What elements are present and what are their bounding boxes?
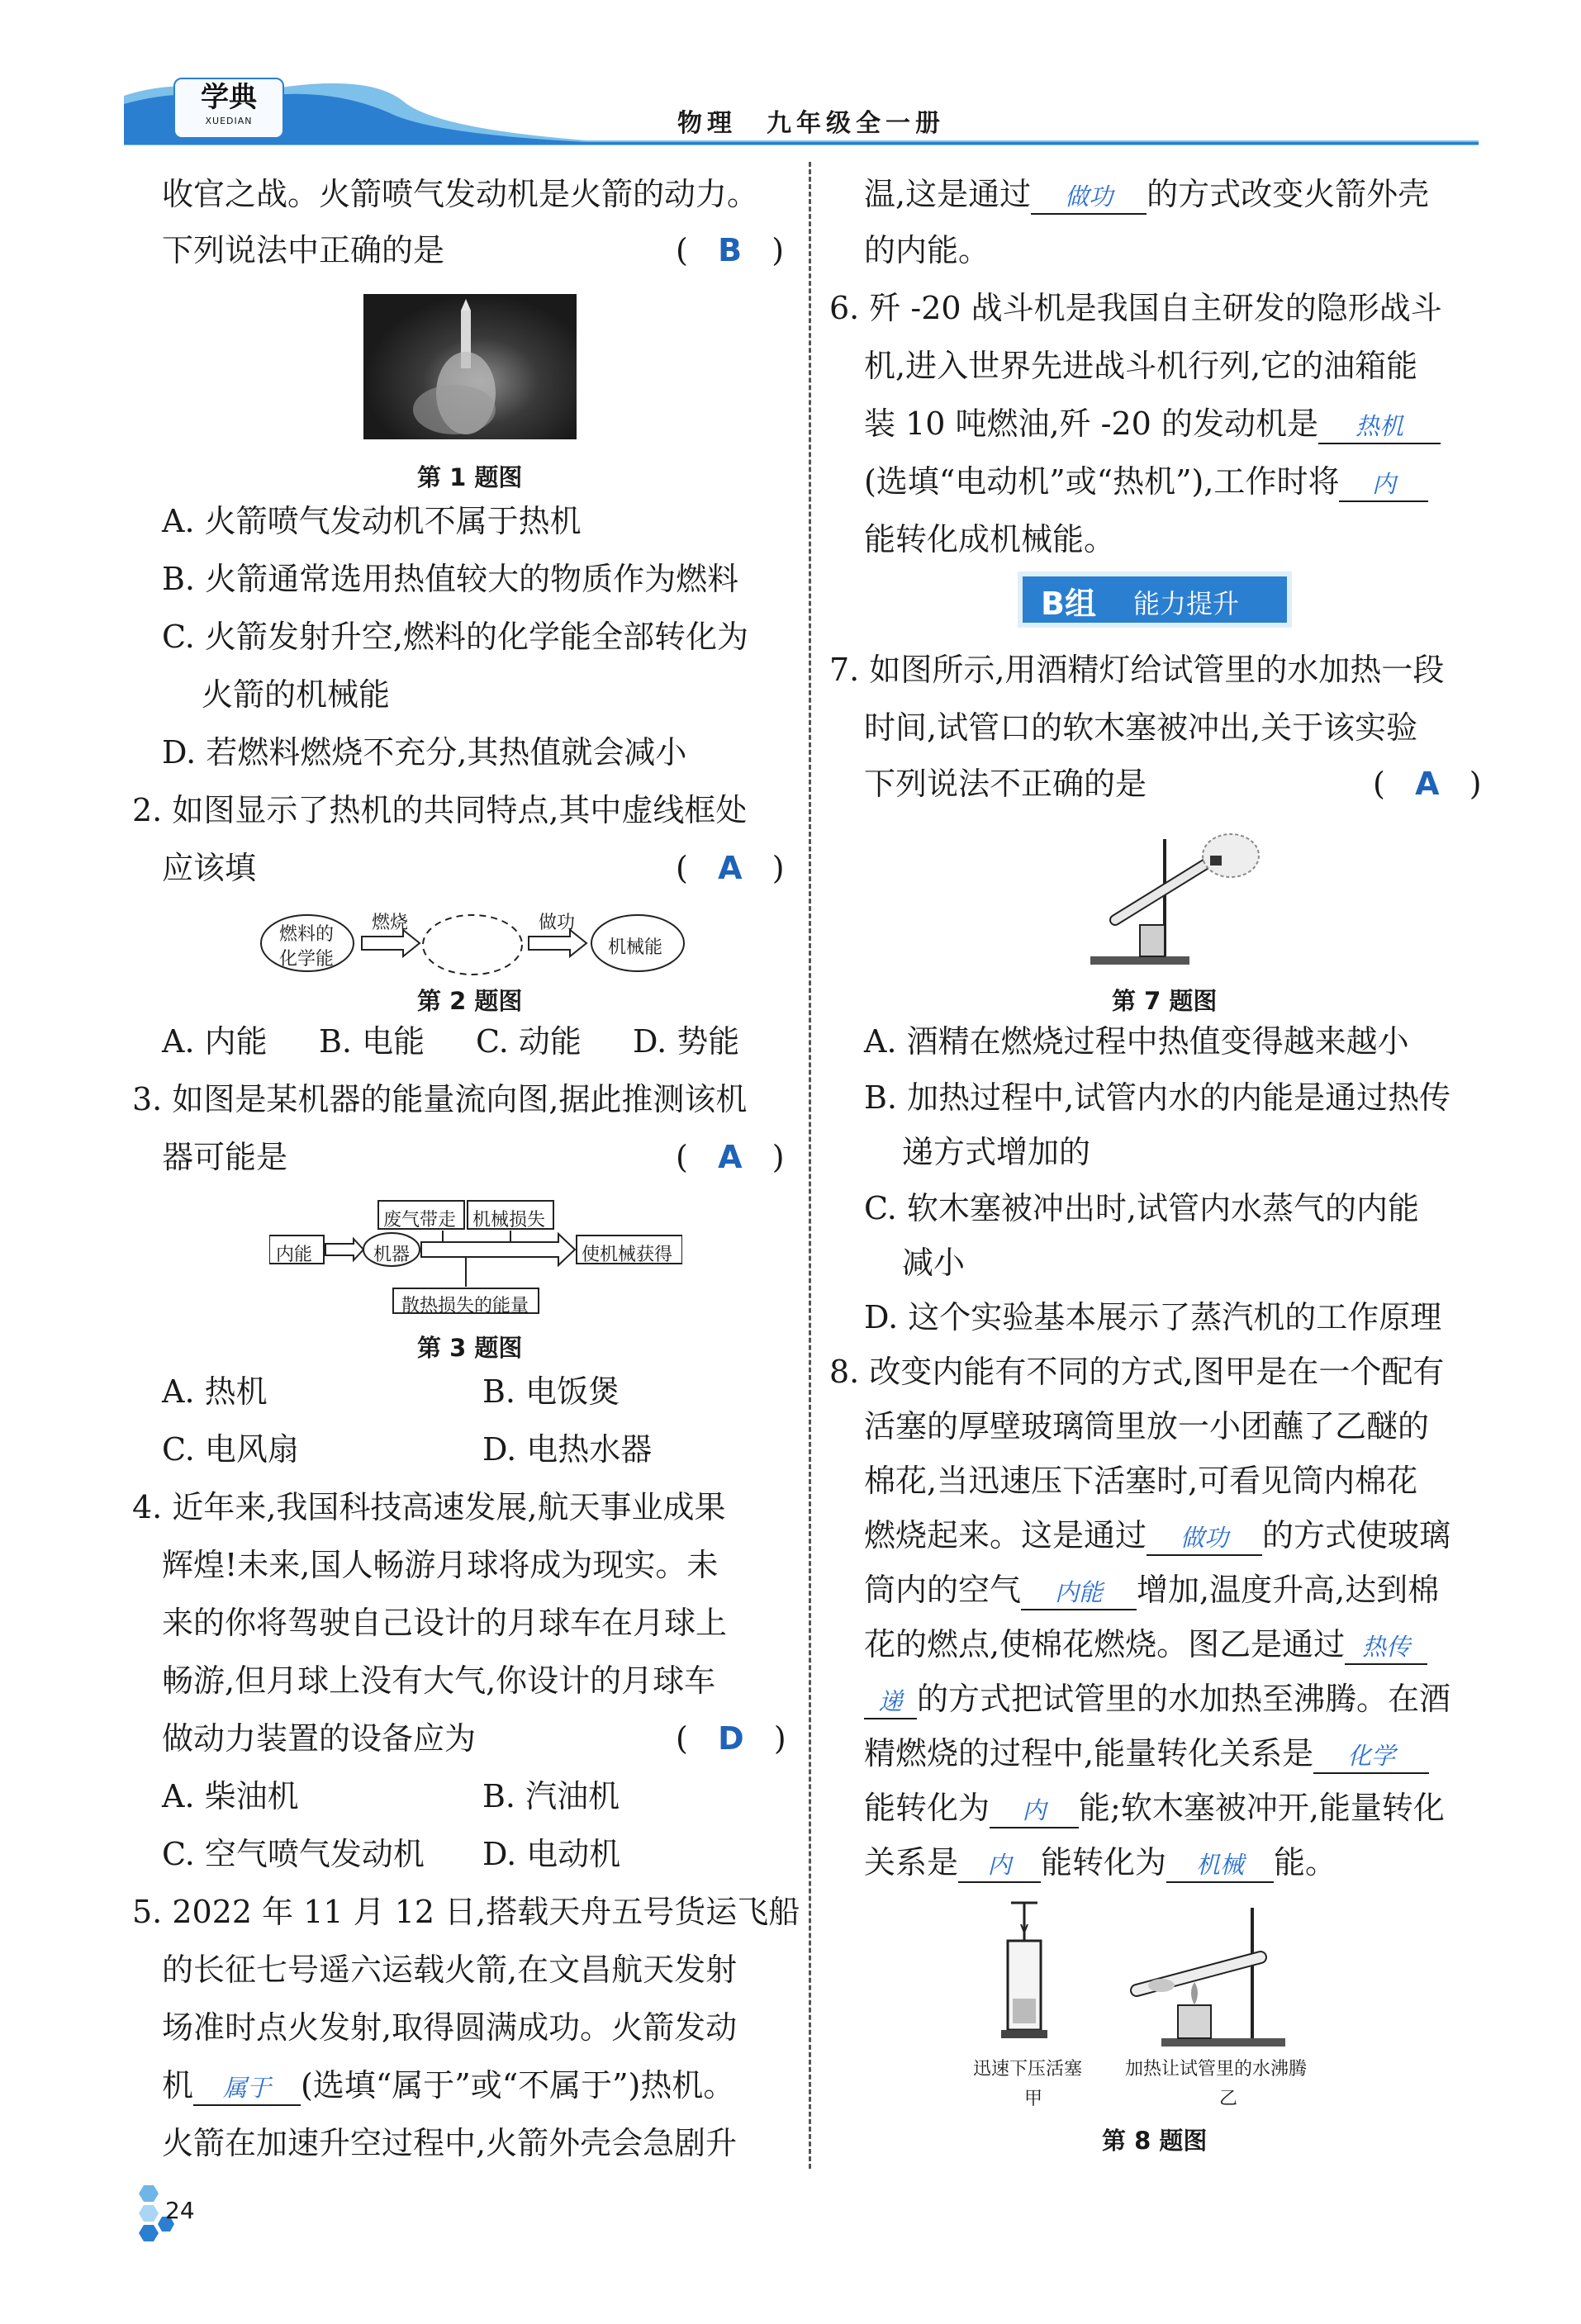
q7-answer-bracket: ( A ) xyxy=(1373,766,1482,802)
q3-text-line: 器可能是 xyxy=(162,1139,288,1175)
q8-text-fragment: 能转化为 xyxy=(1041,1844,1167,1881)
fig3-diagram xyxy=(269,1194,682,1318)
q8-text-line xyxy=(864,1561,1439,1619)
q4-text-line: 做动力装置的设备应为 xyxy=(162,1720,477,1757)
q8-text-line xyxy=(864,1615,1427,1673)
q3-text-line: 3. 如图是某机器的能量流向图,据此推测该机 xyxy=(132,1081,748,1117)
q8-text-line xyxy=(864,1724,1429,1782)
q6-blank-2: 内 xyxy=(1339,467,1428,502)
logo-text: 学典 xyxy=(201,81,257,114)
q8-text-fragment: 花的燃点,使棉花燃烧。图乙是通过 xyxy=(864,1626,1346,1662)
q5-text-fragment: (选填“属于”或“不属于”)热机。 xyxy=(301,2067,735,2103)
q4-answer: D xyxy=(718,1720,744,1757)
section-tag: B组 xyxy=(1041,586,1096,622)
q7-option: A. 酒精在燃烧过程中热值变得越来越小 xyxy=(864,1023,1409,1060)
q2-text-line: 2. 如图显示了热机的共同特点,其中虚线框处 xyxy=(132,792,748,828)
q6-text-line xyxy=(864,453,1428,510)
q6-text-line xyxy=(864,395,1441,453)
q4-option: A. 柴油机 xyxy=(162,1778,299,1814)
fig2-right-label: 机械能 xyxy=(608,937,663,958)
q8-text-fragment: 燃烧起来。这是通过 xyxy=(864,1517,1147,1553)
fig2-arrow1-label: 燃烧 xyxy=(372,913,409,933)
column-divider xyxy=(809,162,811,2169)
q2-option: C. 动能 xyxy=(476,1023,582,1060)
q1-option: 火箭的机械能 xyxy=(202,676,391,713)
q8-text-fragment: 筒内的空气 xyxy=(864,1572,1022,1608)
fig2-left-label: 燃料的 xyxy=(279,924,335,945)
q6-text-line: 能转化成机械能。 xyxy=(864,521,1116,557)
q6-text-line: 6. 歼 -20 战斗机是我国自主研发的隐形战斗 xyxy=(829,290,1442,326)
fig3-top1-label: 废气带走 xyxy=(383,1210,457,1231)
q8-text-fragment: 精燃烧的过程中,能量转化关系是 xyxy=(864,1735,1314,1771)
q3-option: A. 热机 xyxy=(162,1373,268,1410)
rocket-photo-art xyxy=(363,294,577,439)
q8-text-line xyxy=(864,1506,1450,1564)
logo xyxy=(173,78,284,139)
q5-text-line xyxy=(162,2056,734,2114)
q8-text-line: 活塞的厚壁玻璃筒里放一小团蘸了乙醚的 xyxy=(864,1408,1430,1444)
q1-text-line: 下列说法中正确的是 xyxy=(162,232,445,268)
header-title: 物理 九年级全一册 xyxy=(677,109,945,138)
q7-option: 递方式增加的 xyxy=(902,1134,1091,1170)
q1-option: C. 火箭发射升空,燃料的化学能全部转化为 xyxy=(162,619,748,655)
fig3-top2-label: 机械损失 xyxy=(472,1210,546,1231)
q4-text-line: 4. 近年来,我国科技高速发展,航天事业成果 xyxy=(132,1489,726,1525)
fig7-caption: 第 7 题图 xyxy=(1112,987,1218,1015)
q4-answer-bracket: ( D ) xyxy=(676,1720,786,1757)
q3-option: D. 电热水器 xyxy=(482,1431,653,1468)
q8-text-fragment: 的方式使玻璃 xyxy=(1262,1517,1451,1553)
q2-text-line: 应该填 xyxy=(162,850,257,886)
q8-blank-1: 做功 xyxy=(1147,1521,1262,1556)
q7-option: C. 软木塞被冲出时,试管内水蒸气的内能 xyxy=(864,1190,1419,1226)
fig3-caption: 第 3 题图 xyxy=(417,1334,523,1362)
fig2-left-label: 化学能 xyxy=(279,949,335,970)
q5-cont-line xyxy=(864,165,1429,223)
q8-text-fragment: 关系是 xyxy=(864,1844,959,1881)
q3-answer: A xyxy=(718,1139,743,1175)
q7-answer: A xyxy=(1415,766,1440,802)
fig8-svg xyxy=(971,1900,1368,2065)
q1-option: A. 火箭喷气发动机不属于热机 xyxy=(162,503,582,539)
q7-option: B. 加热过程中,试管内水的内能是通过热传 xyxy=(864,1079,1451,1116)
fig3-bottom-label: 散热损失的能量 xyxy=(401,1296,529,1316)
q8-text-line xyxy=(864,1833,1336,1891)
q4-option: C. 空气喷气发动机 xyxy=(162,1836,425,1872)
q8-text-fragment: 能。 xyxy=(1274,1844,1337,1881)
q2-option: B. 电能 xyxy=(319,1023,425,1060)
rocket-photo xyxy=(363,294,577,439)
fig8-apparatus xyxy=(971,1900,1368,2065)
q1-option: D. 若燃料燃烧不充分,其热值就会减小 xyxy=(162,734,687,771)
q5-cont-line: 的内能。 xyxy=(864,232,990,268)
q8-blank-6: 内 xyxy=(958,1848,1041,1883)
q2-option: D. 势能 xyxy=(633,1023,740,1060)
fig3-machine-label: 机器 xyxy=(373,1245,411,1265)
fig8-label-a2: 甲 xyxy=(1024,2089,1043,2109)
q5-blank-1: 属于 xyxy=(193,2071,301,2106)
q1-text-line: 收官之战。火箭喷气发动机是火箭的动力。 xyxy=(162,176,759,212)
q7-option: 减小 xyxy=(902,1245,966,1281)
q4-option: B. 汽油机 xyxy=(482,1778,620,1814)
q8-blank-2: 内能 xyxy=(1021,1576,1137,1610)
fig3-out-label: 使机械获得 xyxy=(582,1245,673,1265)
q7-option: D. 这个实验基本展示了蒸汽机的工作原理 xyxy=(864,1299,1442,1335)
q3-answer-bracket: ( A ) xyxy=(676,1139,785,1175)
q5-text-line: 场准时点火发射,取得圆满成功。火箭发动 xyxy=(162,2009,738,2046)
section-title: 能力提升 xyxy=(1133,588,1240,619)
fig3-in-label: 内能 xyxy=(276,1245,313,1265)
q1-answer: B xyxy=(718,232,743,268)
q8-text-fragment: 能转化为 xyxy=(864,1790,990,1826)
q1-answer-bracket: ( B ) xyxy=(676,232,785,268)
q6-text-line: 机,进入世界先进战斗机行列,它的油箱能 xyxy=(864,348,1418,384)
q8-text-fragment: 的方式把试管里的水加热至沸腾。在酒 xyxy=(917,1681,1451,1717)
q8-text-fragment: 增加,温度升高,达到棉 xyxy=(1137,1572,1440,1608)
q5-text-line: 的长征七号遥六运载火箭,在文昌航天发射 xyxy=(162,1952,738,1988)
fig1-caption: 第 1 题图 xyxy=(417,463,523,491)
q5-text-fragment: 机 xyxy=(162,2067,194,2103)
q5-text-line: 火箭在加速升空过程中,火箭外壳会急剧升 xyxy=(162,2125,738,2161)
q7-text-line: 时间,试管口的软木塞被冲出,关于该实验 xyxy=(864,709,1418,746)
q5-text-fragment: 温,这是通过 xyxy=(864,176,1032,212)
q6-blank-1: 热机 xyxy=(1318,410,1441,444)
q8-text-line xyxy=(864,1779,1445,1837)
q4-text-line: 辉煌!未来,国人畅游月球将成为现实。未 xyxy=(162,1547,719,1583)
q2-answer-bracket: ( A ) xyxy=(676,850,785,886)
q8-blank-4: 化学 xyxy=(1313,1739,1429,1774)
q6-text-fragment: (选填“电动机”或“热机”),工作时将 xyxy=(864,463,1340,500)
q8-blank-5: 内 xyxy=(990,1794,1079,1828)
fig8-label-b: 加热让试管里的水沸腾 xyxy=(1125,2059,1308,2080)
q6-text-fragment: 装 10 吨燃油,歼 -20 的发动机是 xyxy=(864,406,1318,442)
fig8-label-a: 迅速下压活塞 xyxy=(973,2059,1083,2080)
q8-blank-3a: 热传 xyxy=(1345,1630,1427,1665)
q8-text-line xyxy=(864,1670,1450,1728)
q8-text-line: 棉花,当迅速压下活塞时,可看见筒内棉花 xyxy=(864,1463,1418,1499)
q8-blank-3b: 递 xyxy=(864,1685,917,1719)
q3-option: C. 电风扇 xyxy=(162,1431,299,1468)
fig7-apparatus xyxy=(1082,823,1264,971)
q5-blank-2: 做功 xyxy=(1031,180,1147,215)
fig2-diagram xyxy=(256,902,694,984)
q2-option: A. 内能 xyxy=(162,1023,268,1060)
q8-text-fragment: 能;软木塞被冲开,能量转化 xyxy=(1079,1790,1445,1826)
section-banner xyxy=(1018,572,1292,628)
logo-subtext: XUEDIAN xyxy=(205,116,253,126)
q3-option: B. 电饭煲 xyxy=(482,1373,620,1410)
fig7-svg xyxy=(1082,823,1264,971)
q4-text-line: 畅游,但月球上没有大气,你设计的月球车 xyxy=(162,1662,716,1699)
q8-blank-7: 机械 xyxy=(1166,1848,1274,1883)
page-number: 24 xyxy=(165,2197,195,2224)
q7-text-line: 7. 如图所示,用酒精灯给试管里的水加热一段 xyxy=(829,652,1445,688)
q4-option: D. 电动机 xyxy=(482,1836,621,1872)
q2-answer: A xyxy=(718,850,743,886)
fig8-caption: 第 8 题图 xyxy=(1102,2127,1208,2155)
fig2-caption: 第 2 题图 xyxy=(417,987,523,1015)
q7-text-line: 下列说法不正确的是 xyxy=(864,766,1147,802)
q8-text-line: 8. 改变内能有不同的方式,图甲是在一个配有 xyxy=(829,1354,1445,1390)
q1-option: B. 火箭通常选用热值较大的物质作为燃料 xyxy=(162,561,739,597)
q5-text-fragment: 的方式改变火箭外壳 xyxy=(1147,176,1430,212)
fig2-arrow2-label: 做功 xyxy=(539,913,576,933)
q4-text-line: 来的你将驾驶自己设计的月球车在月球上 xyxy=(162,1605,728,1641)
q5-text-line: 5. 2022 年 11 月 12 日,搭载天舟五号货运飞船 xyxy=(132,1894,800,1930)
fig8-label-b2: 乙 xyxy=(1219,2089,1238,2109)
